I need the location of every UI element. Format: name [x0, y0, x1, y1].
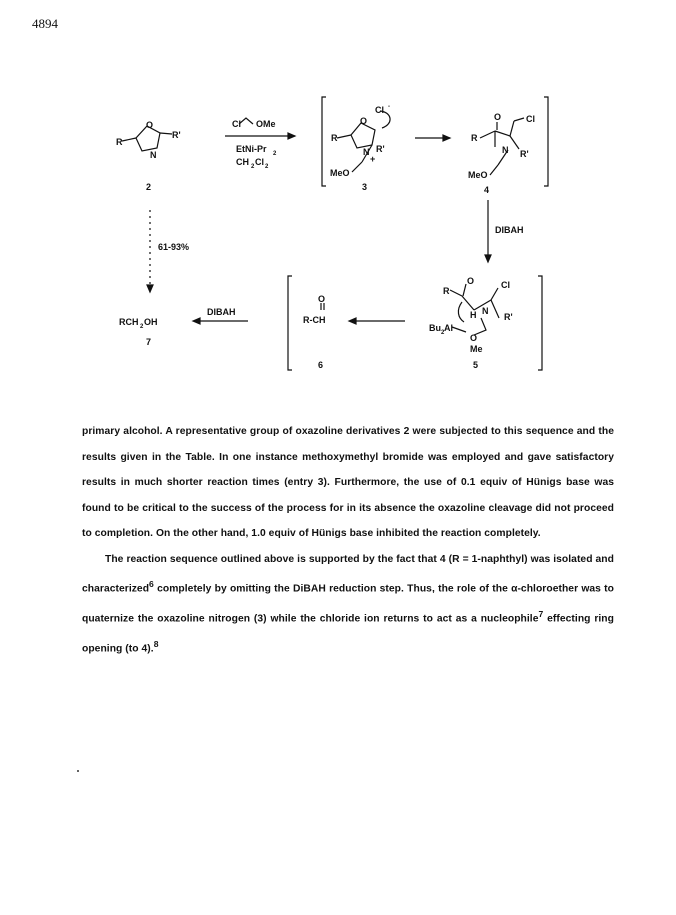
- compound-label-7: 7: [146, 337, 152, 347]
- svg-text:2: 2: [251, 164, 255, 170]
- svg-text:R: R: [471, 133, 478, 143]
- svg-text:R: R: [331, 133, 338, 143]
- oxazolinium-ring-3: [351, 123, 375, 148]
- svg-text:R': R': [504, 312, 513, 322]
- svg-text:61-93%: 61-93%: [158, 242, 190, 252]
- svg-text:R': R': [376, 144, 385, 154]
- svg-text:N: N: [150, 150, 157, 160]
- svg-text:O: O: [318, 294, 326, 304]
- svg-text:2: 2: [441, 330, 445, 336]
- svg-text:-: -: [388, 104, 390, 110]
- paragraph-1: primary alcohol. A representative group of oxazoline derivatives 2 were subjected to this sequence and the results given in the Table. In one instance methoxymethyl bromide was employed and gave satisfactory results in much shorter reaction times (entry 3). Furthermore, the use of 0.1 equiv of Hünigs base was found to be critical to the success of the process for in its absence the oxazoline cleavage did not proceed to completion. On the other hand, 1.0 equiv of Hünigs base inhibited the reaction completely.: [82, 426, 614, 539]
- svg-text:O: O: [470, 333, 478, 343]
- compound-label-3: 3: [362, 182, 368, 192]
- svg-text:Me: Me: [470, 344, 483, 354]
- compound-label-4: 4: [484, 185, 490, 195]
- compound-label-6: 6: [318, 360, 324, 370]
- svg-text:2: 2: [140, 324, 144, 330]
- svg-text:R-CH: R-CH: [303, 315, 326, 325]
- paragraph-2: The reaction sequence outlined above is supported by the fact that 4 (R = 1-naphthyl) was isolated and characterized$^6$ completely by omitting the DiBAH reduction step. Thus, the role of the α-chloroether was to quaternize the oxazoline nitrogen (3) while the chloride ion returns to act as a nucleophile$^7$ effecting ring opening (to 4).$^8$: [82, 553, 614, 655]
- stray-dot: [77, 770, 79, 772]
- svg-text:OMe: OMe: [256, 119, 276, 129]
- svg-text:EtNi-Pr: EtNi-Pr: [236, 144, 267, 154]
- svg-text:OH: OH: [144, 317, 158, 327]
- svg-text:CH: CH: [236, 157, 249, 167]
- svg-text:H: H: [470, 310, 477, 320]
- svg-text:DIBAH: DIBAH: [207, 307, 236, 317]
- svg-text:Cl: Cl: [526, 114, 535, 124]
- svg-text:N: N: [482, 306, 489, 316]
- svg-text:R': R': [520, 149, 529, 159]
- svg-text:2: 2: [265, 164, 269, 170]
- svg-text:Cl: Cl: [375, 105, 384, 115]
- svg-text:N: N: [363, 147, 370, 157]
- svg-text:R': R': [172, 130, 181, 140]
- svg-text:Cl: Cl: [255, 157, 264, 167]
- svg-text:2: 2: [273, 151, 277, 157]
- svg-text:DIBAH: DIBAH: [495, 225, 524, 235]
- page-number: 4894: [32, 16, 58, 31]
- svg-text:O: O: [146, 120, 154, 130]
- svg-text:N: N: [502, 145, 509, 155]
- svg-text:Bu: Bu: [429, 323, 441, 333]
- svg-text:RCH: RCH: [119, 317, 139, 327]
- svg-text:+: +: [370, 154, 376, 164]
- reaction-scheme: [0, 0, 676, 400]
- svg-text:MeO: MeO: [468, 170, 488, 180]
- body-text: [82, 419, 614, 662]
- compound-label-5: 5: [473, 360, 479, 370]
- svg-text:MeO: MeO: [330, 168, 350, 178]
- svg-text:Cl: Cl: [232, 119, 241, 129]
- svg-text:Al: Al: [444, 323, 453, 333]
- svg-text:R: R: [116, 137, 123, 147]
- svg-text:R: R: [443, 286, 450, 296]
- compound-label-2: 2: [146, 182, 152, 192]
- svg-text:Cl: Cl: [501, 280, 510, 290]
- svg-text:O: O: [467, 276, 475, 286]
- svg-text:O: O: [494, 112, 502, 122]
- svg-text:O: O: [360, 116, 368, 126]
